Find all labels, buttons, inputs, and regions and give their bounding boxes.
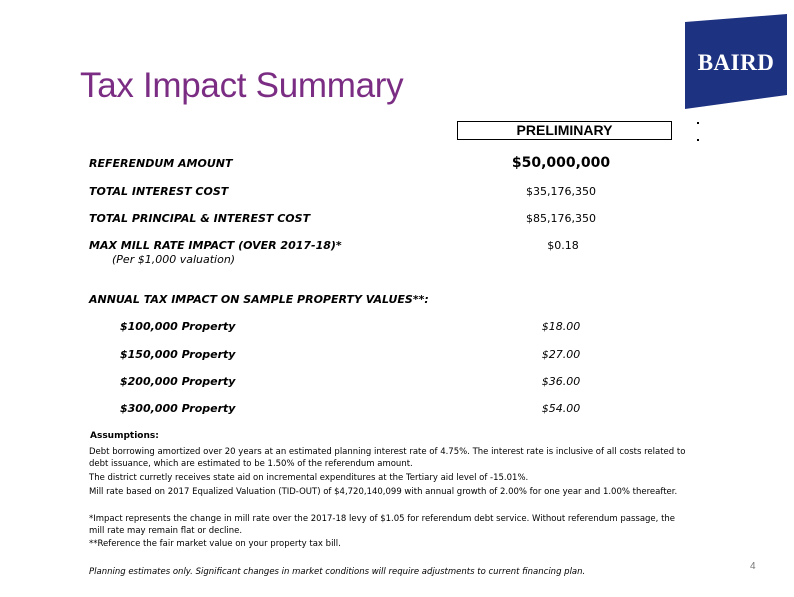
stray-mark: [697, 122, 699, 124]
max-mill-rate-label: MAX MILL RATE IMPACT (OVER 2017-18)*: [89, 239, 342, 252]
property-label: $100,000 Property: [120, 320, 236, 333]
page-number: 4: [750, 561, 756, 572]
max-mill-rate-sublabel: (Per $1,000 valuation): [112, 253, 236, 266]
property-tax-impact: $54.00: [541, 402, 581, 415]
max-mill-rate-value: $0.18: [547, 239, 579, 252]
assumption-note: Debt borrowing amortized over 20 years at an estimated planning interest rate of 4.75%. The interest rate is inclusive of all costs related to debt issuance, which are estimated to be 1.50% of the referendum amount.: [89, 447, 686, 469]
baird-logo: [685, 14, 787, 109]
property-label: $200,000 Property: [120, 375, 236, 388]
assumption-note: Mill rate based on 2017 Equalized Valuation (TID-OUT) of $4,720,140,099 with annual growth of 2.00% for one year and 1.00% thereafter.: [89, 487, 678, 497]
total-principal-interest-label: TOTAL PRINCIPAL & INTEREST COST: [89, 212, 311, 225]
preliminary-column-header: PRELIMINARY: [457, 121, 672, 140]
assumptions-title: Assumptions:: [90, 431, 159, 441]
stray-mark: [697, 139, 699, 141]
total-interest-label: TOTAL INTEREST COST: [89, 185, 229, 198]
property-label: $150,000 Property: [120, 348, 236, 361]
property-tax-impact: $27.00: [541, 348, 581, 361]
total-principal-interest-value: $85,176,350: [526, 212, 596, 225]
annual-impact-heading: ANNUAL TAX IMPACT ON SAMPLE PROPERTY VALUES**:: [89, 293, 429, 306]
property-label: $300,000 Property: [120, 402, 236, 415]
planning-disclaimer: Planning estimates only. Significant changes in market conditions will require adjustments to current financing plan.: [89, 567, 586, 577]
referendum-amount-label: REFERENDUM AMOUNT: [89, 157, 233, 170]
logo-text: BAIRD: [697, 50, 775, 75]
total-interest-value: $35,176,350: [526, 185, 596, 198]
referendum-amount-value: $50,000,000: [511, 155, 611, 171]
assumption-note: **Reference the fair market value on your property tax bill.: [89, 539, 341, 549]
property-tax-impact: $18.00: [541, 320, 581, 333]
page-title: Tax Impact Summary: [80, 66, 404, 105]
assumption-note: *Impact represents the change in mill rate over the 2017-18 levy of $1.05 for referendum debt service. Without referendum passage, the mill rate may remain flat or decline.: [89, 514, 676, 536]
assumption-note: The district curretly receives state aid on incremental expenditures at the Tertiary aid level of -15.01%.: [89, 473, 529, 483]
property-tax-impact: $36.00: [541, 375, 581, 388]
